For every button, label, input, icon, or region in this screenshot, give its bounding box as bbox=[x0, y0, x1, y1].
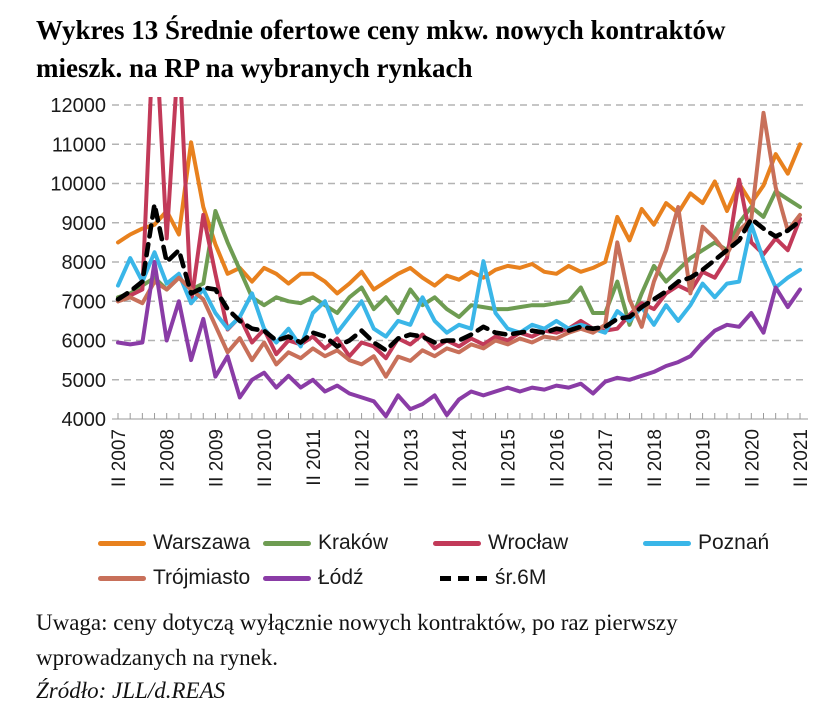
x-axis-label-II-2017: II 2017 bbox=[596, 429, 618, 488]
x-axis-label-II-2010: II 2010 bbox=[255, 429, 277, 488]
x-axis-label-II-2007: II 2007 bbox=[109, 429, 130, 488]
y-axis-label-12000: 12000 bbox=[50, 95, 106, 117]
x-axis-label-II-2015: II 2015 bbox=[498, 429, 520, 488]
legend-item-Trójmiasto bbox=[98, 566, 250, 590]
legend-item-Poznań bbox=[643, 531, 769, 555]
legend-label-Kraków: Kraków bbox=[318, 531, 389, 554]
legend-label-Wrocław: Wrocław bbox=[488, 531, 569, 554]
chart-note: Uwaga: ceny dotyczą wyłącznie nowych kontraktów, po raz pierwszy wprowadzanych na rynek. bbox=[36, 610, 678, 670]
legend-swatch-Trójmiasto bbox=[98, 576, 146, 581]
legend-label-śr.6M: śr.6M bbox=[495, 566, 547, 589]
y-axis-label-11000: 11000 bbox=[51, 134, 106, 157]
legend-label-Trójmiasto: Trójmiasto bbox=[153, 566, 251, 589]
legend-swatch-Łódź bbox=[263, 576, 311, 581]
x-axis-label-II-2009: II 2009 bbox=[206, 429, 228, 488]
price-line-chart bbox=[0, 88, 834, 518]
x-axis-label-II-2012: II 2012 bbox=[352, 429, 374, 488]
legend-item-Kraków bbox=[263, 531, 388, 555]
series-line-Warszawa bbox=[118, 142, 800, 293]
x-axis-label-II-2016: II 2016 bbox=[547, 429, 569, 488]
legend-item-Wrocław bbox=[433, 531, 568, 555]
x-axis-label-II-2013: II 2013 bbox=[401, 429, 423, 488]
legend-label-Poznań: Poznań bbox=[698, 531, 770, 554]
y-axis-label-9000: 9000 bbox=[61, 212, 106, 235]
y-axis-label-7000: 7000 bbox=[61, 291, 106, 314]
y-axis-label-6000: 6000 bbox=[61, 330, 106, 353]
series-line-Trójmiasto bbox=[118, 113, 800, 377]
legend-swatch-Wrocław bbox=[433, 541, 481, 546]
x-axis-label-II-2008: II 2008 bbox=[157, 429, 179, 488]
legend-item-śr.6M bbox=[440, 566, 546, 590]
legend-swatch-Kraków bbox=[263, 541, 311, 546]
legend-item-Łódź bbox=[263, 566, 364, 590]
legend-swatch-Poznań bbox=[643, 541, 691, 546]
y-axis-label-4000: 4000 bbox=[61, 409, 106, 431]
y-axis-label-8000: 8000 bbox=[61, 252, 106, 274]
x-axis-label-II-2020: II 2020 bbox=[742, 429, 764, 488]
legend-item-Warszawa bbox=[98, 531, 250, 555]
y-axis-label-10000: 10000 bbox=[50, 173, 106, 196]
x-axis-label-II-2018: II 2018 bbox=[644, 429, 666, 488]
x-axis-label-II-2021: II 2021 bbox=[791, 429, 813, 488]
legend-swatch-śr.6M bbox=[440, 576, 488, 581]
x-axis-label-II-2011: II 2011 bbox=[303, 429, 325, 486]
chart-title: Wykres 13 Średnie ofertowe ceny mkw. nowych kontraktów mieszk. na RP na wybranych rynkach bbox=[36, 15, 726, 83]
legend-label-Warszawa: Warszawa bbox=[153, 531, 251, 554]
x-axis-label-II-2019: II 2019 bbox=[693, 429, 715, 488]
legend-label-Łódź: Łódź bbox=[318, 566, 364, 589]
chart-source: Źródło: JLL/d.REAS bbox=[36, 678, 226, 703]
x-axis-label-II-2014: II 2014 bbox=[450, 429, 472, 488]
legend-swatch-Warszawa bbox=[98, 541, 146, 546]
y-axis-label-5000: 5000 bbox=[61, 369, 106, 392]
